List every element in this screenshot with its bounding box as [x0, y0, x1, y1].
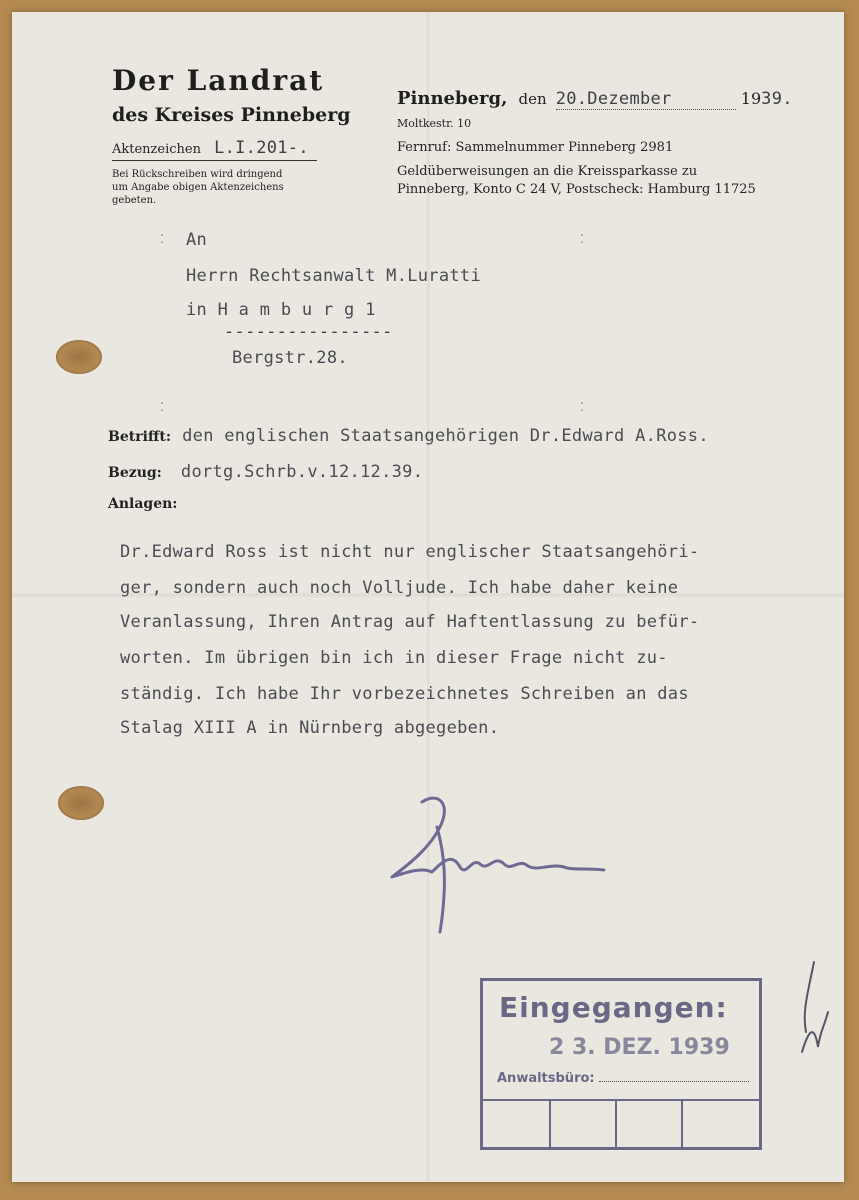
stamp-cell-divider — [681, 1101, 683, 1147]
authority-title: Der Landrat — [112, 64, 325, 97]
reply-note-line2: um Angabe obigen Aktenzeichens — [112, 182, 284, 193]
body-line-5: ständig. Ich habe Ihr vorbezeichnetes Schreiben an das — [120, 684, 689, 704]
body-line-1: Dr.Edward Ross ist nicht nur englischer Staatsangehöri- — [120, 542, 700, 562]
reference-line — [108, 462, 423, 482]
letter-page — [12, 12, 844, 1182]
receipt-stamp — [480, 978, 762, 1150]
body-line-3: Veranlassung, Ihren Antrag auf Haftentlassung zu befür- — [120, 612, 700, 632]
window-mark-bottom-left: ⁚ — [160, 400, 164, 414]
date-field — [556, 89, 736, 110]
subject-label: Betrifft: — [108, 429, 172, 445]
address-salutation: An — [186, 230, 208, 250]
street-address: Moltkestr. 10 — [397, 117, 472, 130]
body-line-6: Stalag XIII A in Nürnberg abgegeben. — [120, 718, 500, 738]
subject-line — [108, 426, 709, 446]
window-mark-bottom-right: ⁚ — [580, 400, 584, 414]
body-line-2: ger, sondern auch noch Volljude. Ich habe daher keine — [120, 578, 679, 598]
address-city: in H a m b u r g 1 — [186, 300, 376, 320]
file-reference — [112, 138, 317, 161]
address-recipient: Herrn Rechtsanwalt M.Luratti — [186, 266, 481, 286]
subject-value: den englischen Staatsangehörigen Dr.Edward A.Ross. — [182, 426, 709, 446]
year-suffix: 39. — [761, 89, 793, 109]
year-prefix: 19 — [740, 89, 762, 108]
reference-label: Bezug: — [108, 465, 162, 481]
pencil-margin-mark — [794, 952, 834, 1062]
stamp-cell-divider — [615, 1101, 617, 1147]
punch-hole-top — [56, 340, 102, 374]
stamp-office-label: Anwaltsbüro: — [497, 1071, 595, 1086]
window-mark-top-left: ⁚ — [160, 232, 164, 246]
stamp-date: 2 3. DEZ. 1939 — [549, 1035, 730, 1060]
attachments-label: Anlagen: — [108, 496, 178, 512]
punch-hole-bottom — [58, 786, 104, 820]
date-prefix: den — [518, 90, 547, 108]
reply-note-line1: Bei Rückschreiben wird dringend — [112, 169, 283, 180]
place-name: Pinneberg, — [397, 88, 508, 109]
stamp-cell-divider — [549, 1101, 551, 1147]
stamp-title: Eingegangen: — [499, 991, 728, 1024]
authority-subtitle: des Kreises Pinneberg — [112, 104, 351, 126]
date-line — [397, 88, 793, 110]
bank-line2: Pinneberg, Konto C 24 V, Postscheck: Hamburg 11725 — [397, 182, 756, 197]
file-ref-label: Aktenzeichen — [112, 142, 201, 157]
address-street: Bergstr.28. — [232, 348, 348, 368]
reply-note-line3: gebeten. — [112, 195, 157, 206]
bank-line1: Geldüberweisungen an die Kreissparkasse zu — [397, 164, 698, 179]
address-underline: ---------------- — [224, 322, 393, 342]
body-line-4: worten. Im übrigen bin ich in dieser Frage nicht zu- — [120, 648, 668, 668]
stamp-office-field — [599, 1081, 749, 1082]
date-value: 20.Dezember — [555, 89, 672, 109]
stamp-office — [497, 1071, 749, 1086]
file-ref-value: L.I.201-. — [214, 138, 309, 158]
phone-line: Fernruf: Sammelnummer Pinneberg 2981 — [397, 140, 674, 155]
reference-value: dortg.Schrb.v.12.12.39. — [180, 462, 424, 482]
window-mark-top-right: ⁚ — [580, 232, 584, 246]
stamp-cells — [483, 1099, 759, 1147]
handwritten-signature — [382, 782, 612, 942]
